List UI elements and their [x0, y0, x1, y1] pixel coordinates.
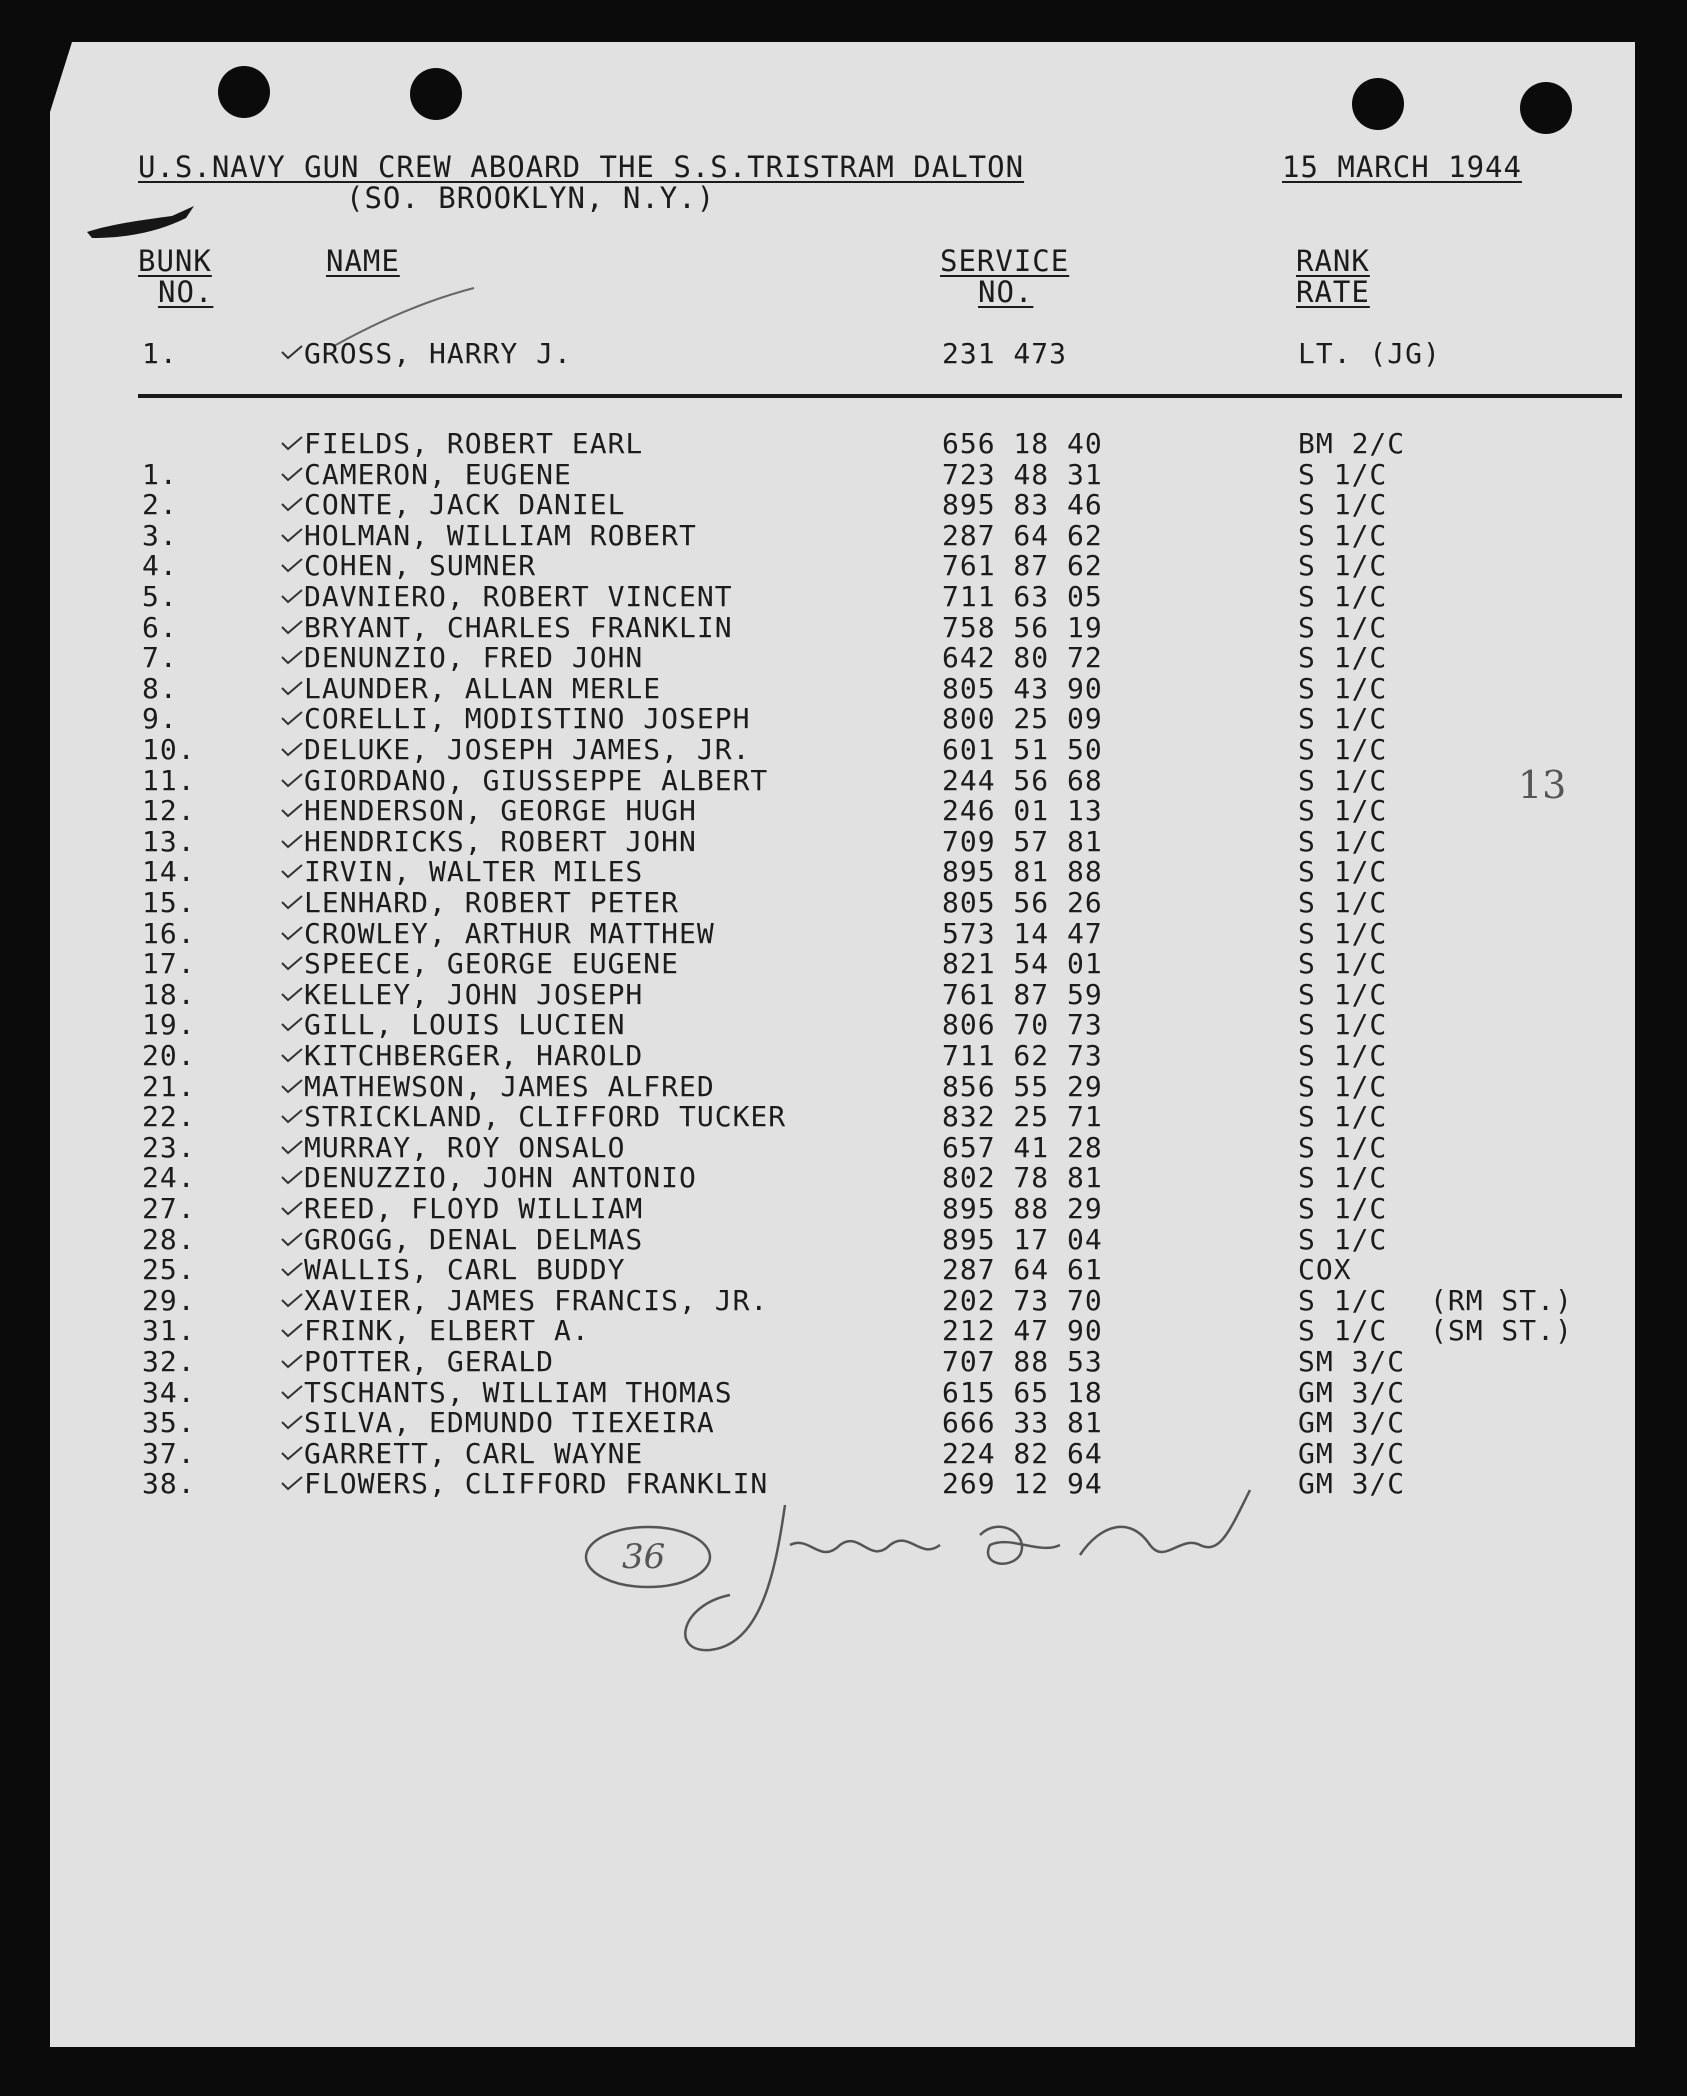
crew-row [0, 1253, 1687, 1287]
crew-row [0, 733, 1687, 766]
rank-rate: S 1/C [1298, 702, 1388, 736]
crew-name: KELLEY, JOHN JOSEPH [304, 977, 644, 1011]
rank-rate: GM 3/C [1298, 1406, 1406, 1440]
rank-rate: S 1/C [1298, 1161, 1388, 1195]
bunk-number: 6. [142, 610, 178, 644]
crew-name: GILL, LOUIS LUCIEN [304, 1008, 626, 1042]
crew-row [0, 1345, 1687, 1378]
service-number: 212 47 90 [942, 1314, 1103, 1348]
signature-drawing [560, 1475, 1280, 1675]
bunk-number: 3. [142, 518, 178, 552]
service-number: 758 56 19 [942, 610, 1103, 644]
bunk-number: 21. [142, 1069, 196, 1103]
crew-row [0, 977, 1687, 1011]
bunk-number: 37. [142, 1436, 196, 1470]
crew-row [0, 488, 1687, 522]
crew-row [0, 702, 1687, 736]
crew-name: XAVIER, JAMES FRANCIS, JR. [304, 1283, 769, 1317]
bunk-number: 38. [142, 1467, 196, 1501]
crew-name: DENUZZIO, JOHN ANTONIO [304, 1161, 697, 1195]
rank-rate: S 1/C [1298, 1069, 1388, 1103]
rank-rate: S 1/C [1298, 1283, 1388, 1317]
crew-name: HENDERSON, GEORGE HUGH [304, 794, 697, 828]
rank-rate: S 1/C [1298, 977, 1388, 1011]
rank-rate: S 1/C [1298, 1039, 1388, 1072]
crew-row [0, 763, 1687, 797]
service-number: 573 14 47 [942, 916, 1103, 950]
rank-rate: S 1/C [1298, 947, 1388, 981]
crew-row [0, 1008, 1687, 1042]
document-subtitle: (SO. BROOKLYN, N.Y.) [346, 181, 716, 215]
crew-row [0, 824, 1687, 858]
bunk-number: 24. [142, 1161, 196, 1195]
crew-row [0, 1406, 1687, 1440]
service-number: 666 33 81 [942, 1406, 1103, 1440]
bunk-number: 31. [142, 1314, 196, 1348]
rank-rate: S 1/C [1298, 763, 1388, 797]
service-number: 895 81 88 [942, 855, 1103, 889]
service-number: 711 62 73 [942, 1039, 1103, 1072]
crew-row [0, 886, 1687, 919]
crew-name: POTTER, GERALD [304, 1345, 555, 1378]
bunk-number: 35. [142, 1406, 196, 1440]
rank-rate: S 1/C [1298, 1192, 1388, 1225]
service-number: 231 473 [942, 337, 1068, 370]
rank-rate: S 1/C [1298, 1314, 1388, 1348]
service-number: 805 56 26 [942, 886, 1103, 919]
document-title: U.S.NAVY GUN CREW ABOARD THE S.S.TRISTRAM DALTON [138, 150, 1025, 184]
rank-rate: S 1/C [1298, 1130, 1388, 1164]
rank-rate: S 1/C [1298, 641, 1388, 675]
service-number: 657 41 28 [942, 1130, 1103, 1164]
crew-name: CAMERON, EUGENE [304, 457, 572, 491]
service-number: 832 25 71 [942, 1100, 1103, 1134]
service-number: 723 48 31 [942, 457, 1103, 491]
crew-row [0, 1069, 1687, 1103]
column-header-service: NO. [978, 275, 1034, 309]
service-number: 895 17 04 [942, 1222, 1103, 1256]
rank-rate: S 1/C [1298, 855, 1388, 889]
bunk-number: 20. [142, 1039, 196, 1072]
rank-rate: SM 3/C [1298, 1345, 1406, 1378]
bunk-number: 15. [142, 886, 196, 919]
column-header-bunk: NO. [158, 275, 214, 309]
rank-rate: S 1/C [1298, 549, 1388, 583]
service-number: 287 64 61 [942, 1253, 1103, 1287]
bunk-number: 23. [142, 1130, 196, 1164]
service-number: 805 43 90 [942, 671, 1103, 705]
crew-name: LAUNDER, ALLAN MERLE [304, 671, 662, 705]
bunk-number: 17. [142, 947, 196, 981]
rank-rate: S 1/C [1298, 824, 1388, 858]
service-number: 287 64 62 [942, 518, 1103, 552]
rank-rate: S 1/C [1298, 610, 1388, 644]
crew-row [0, 916, 1687, 950]
crew-row [0, 641, 1687, 675]
service-number: 224 82 64 [942, 1436, 1103, 1470]
crew-name: GIORDANO, GIUSSEPPE ALBERT [304, 763, 769, 797]
column-header-service: SERVICE [940, 244, 1070, 278]
crew-row [0, 1130, 1687, 1164]
crew-name: CONTE, JACK DANIEL [304, 488, 626, 522]
service-number: 802 78 81 [942, 1161, 1103, 1195]
service-number: 269 12 94 [942, 1467, 1103, 1501]
document-date: 15 MARCH 1944 [1282, 150, 1522, 184]
crew-row [0, 1192, 1687, 1225]
rank-rate: S 1/C [1298, 916, 1388, 950]
crew-row [0, 671, 1687, 705]
bunk-number: 8. [142, 671, 178, 705]
service-number: 656 18 40 [942, 427, 1103, 460]
bunk-number: 18. [142, 977, 196, 1011]
crew-name: STRICKLAND, CLIFFORD TUCKER [304, 1100, 787, 1134]
service-number: 601 51 50 [942, 733, 1103, 766]
crew-name: HOLMAN, WILLIAM ROBERT [304, 518, 697, 552]
crew-row [0, 855, 1687, 889]
service-number: 711 63 05 [942, 580, 1103, 613]
service-number: 895 88 29 [942, 1192, 1103, 1225]
crew-row [0, 1283, 1687, 1317]
service-number: 615 65 18 [942, 1375, 1103, 1409]
service-number: 800 25 09 [942, 702, 1103, 736]
bunk-number: 14. [142, 855, 196, 889]
bunk-number: 22. [142, 1100, 196, 1134]
bunk-number: 1. [142, 337, 178, 370]
rank-rate: S 1/C [1298, 1222, 1388, 1256]
service-number: 642 80 72 [942, 641, 1103, 675]
service-number: 244 56 68 [942, 763, 1103, 797]
rank-rate: S 1/C [1298, 518, 1388, 552]
service-number: 761 87 59 [942, 977, 1103, 1011]
punch-hole [1520, 82, 1572, 134]
crew-name: DENUNZIO, FRED JOHN [304, 641, 644, 675]
service-number: 821 54 01 [942, 947, 1103, 981]
punch-hole [1352, 78, 1404, 130]
ink-smudge [82, 200, 202, 250]
bunk-number: 9. [142, 702, 178, 736]
bunk-number: 5. [142, 580, 178, 613]
rank-rate: S 1/C [1298, 1100, 1388, 1134]
crew-name: MURRAY, ROY ONSALO [304, 1130, 626, 1164]
crew-row [0, 1100, 1687, 1134]
crew-row [0, 1039, 1687, 1072]
officer-row [0, 337, 1687, 370]
crew-row [0, 1222, 1687, 1256]
crew-row [0, 427, 1687, 460]
rank-rate: S 1/C [1298, 886, 1388, 919]
crew-row [0, 518, 1687, 552]
crew-name: TSCHANTS, WILLIAM THOMAS [304, 1375, 733, 1409]
column-header-rank: RANK [1296, 244, 1370, 278]
crew-row [0, 1161, 1687, 1195]
crew-row [0, 794, 1687, 828]
crew-name: LENHARD, ROBERT PETER [304, 886, 680, 919]
crew-name: BRYANT, CHARLES FRANKLIN [304, 610, 733, 644]
crew-row [0, 1436, 1687, 1470]
crew-name: HENDRICKS, ROBERT JOHN [304, 824, 697, 858]
rank-rate: S 1/C [1298, 457, 1388, 491]
crew-name: FIELDS, ROBERT EARL [304, 427, 644, 460]
rank-rate: LT. (JG) [1298, 337, 1441, 370]
service-number: 856 55 29 [942, 1069, 1103, 1103]
crew-name: GARRETT, CARL WAYNE [304, 1436, 644, 1470]
service-number: 202 73 70 [942, 1283, 1103, 1317]
crew-name: REED, FLOYD WILLIAM [304, 1192, 644, 1225]
service-number: 761 87 62 [942, 549, 1103, 583]
bunk-number: 28. [142, 1222, 196, 1256]
handwritten-signature [560, 1475, 1280, 1679]
bunk-number: 11. [142, 763, 196, 797]
crew-name: MATHEWSON, JAMES ALFRED [304, 1069, 715, 1103]
crew-name: IRVIN, WALTER MILES [304, 855, 644, 889]
crew-name: SILVA, EDMUNDO TIEXEIRA [304, 1406, 715, 1440]
crew-row [0, 1314, 1687, 1348]
crew-name: CORELLI, MODISTINO JOSEPH [304, 702, 751, 736]
column-header-name: NAME [326, 244, 400, 278]
crew-name: FRINK, ELBERT A. [304, 1314, 590, 1348]
bunk-number: 27. [142, 1192, 196, 1225]
column-header-rank: RATE [1296, 275, 1370, 309]
handwritten-number: 36 [622, 1537, 666, 1577]
rank-rate: GM 3/C [1298, 1467, 1406, 1501]
service-number: 806 70 73 [942, 1008, 1103, 1042]
service-number: 707 88 53 [942, 1345, 1103, 1378]
rank-note: (SM ST.) [1430, 1314, 1573, 1348]
rank-rate: S 1/C [1298, 580, 1388, 613]
bunk-number: 25. [142, 1253, 196, 1287]
rank-rate: S 1/C [1298, 1008, 1388, 1042]
rank-rate: COX [1298, 1253, 1352, 1287]
bunk-number: 32. [142, 1345, 196, 1378]
crew-name: FLOWERS, CLIFFORD FRANKLIN [304, 1467, 769, 1501]
rank-rate: GM 3/C [1298, 1436, 1406, 1470]
rank-rate: S 1/C [1298, 794, 1388, 828]
bunk-number: 13. [142, 824, 196, 858]
service-number: 246 01 13 [942, 794, 1103, 828]
punch-hole [218, 66, 270, 118]
crew-name: COHEN, SUMNER [304, 549, 537, 583]
rank-note: (RM ST.) [1430, 1283, 1573, 1317]
rank-rate: GM 3/C [1298, 1375, 1406, 1409]
crew-row [0, 549, 1687, 583]
rank-rate: BM 2/C [1298, 427, 1406, 460]
punch-hole [410, 68, 462, 120]
rank-rate: S 1/C [1298, 671, 1388, 705]
crew-row [0, 947, 1687, 981]
crew-name: CROWLEY, ARTHUR MATTHEW [304, 916, 715, 950]
rank-rate: S 1/C [1298, 733, 1388, 766]
separator-rule [138, 394, 1622, 398]
crew-name: GROGG, DENAL DELMAS [304, 1222, 644, 1256]
crew-row [0, 1375, 1687, 1409]
crew-row [0, 457, 1687, 491]
bunk-number: 29. [142, 1283, 196, 1317]
bunk-number: 4. [142, 549, 178, 583]
bunk-number: 1. [142, 457, 178, 491]
crew-name: GROSS, HARRY J. [304, 337, 572, 370]
crew-row [0, 580, 1687, 613]
bunk-number: 19. [142, 1008, 196, 1042]
crew-name: KITCHBERGER, HAROLD [304, 1039, 644, 1072]
bunk-number: 12. [142, 794, 196, 828]
bunk-number: 2. [142, 488, 178, 522]
page-number: 13 [1518, 763, 1567, 807]
bunk-number: 10. [142, 733, 196, 766]
column-header-bunk: BUNK [138, 244, 212, 278]
crew-name: DELUKE, JOSEPH JAMES, JR. [304, 733, 751, 766]
rank-rate: S 1/C [1298, 488, 1388, 522]
crew-name: SPEECE, GEORGE EUGENE [304, 947, 680, 981]
bunk-number: 16. [142, 916, 196, 950]
service-number: 709 57 81 [942, 824, 1103, 858]
crew-name: DAVNIERO, ROBERT VINCENT [304, 580, 733, 613]
crew-row [0, 610, 1687, 644]
bunk-number: 7. [142, 641, 178, 675]
bunk-number: 34. [142, 1375, 196, 1409]
crew-name: WALLIS, CARL BUDDY [304, 1253, 626, 1287]
service-number: 895 83 46 [942, 488, 1103, 522]
